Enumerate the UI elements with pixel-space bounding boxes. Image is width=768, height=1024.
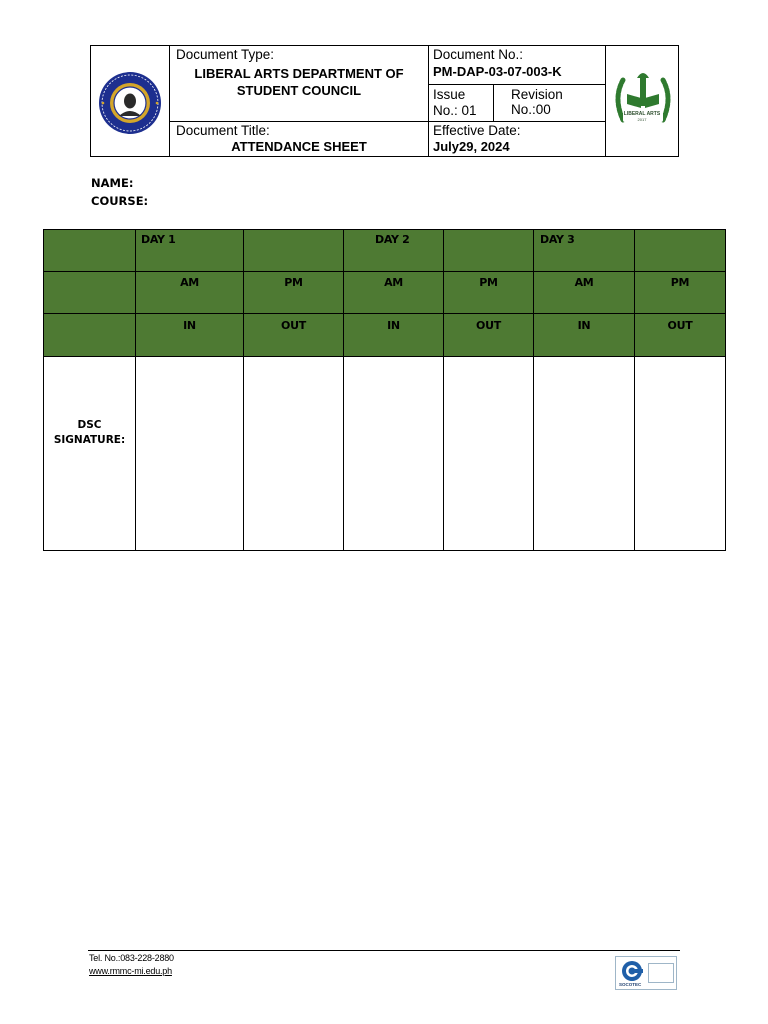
session-header-blank	[43, 271, 136, 314]
day2-label: DAY 2	[375, 233, 410, 246]
session-label: PM	[284, 276, 303, 289]
right-logo-year: 2017	[637, 117, 647, 122]
signature-box-day1-pm[interactable]	[243, 356, 344, 551]
revision-cell	[493, 84, 606, 122]
direction-header-blank	[43, 313, 136, 357]
day1-header-span	[243, 229, 344, 272]
revision-label: Revision No.:00	[511, 87, 563, 117]
document-title-label: Document Title:	[176, 123, 270, 138]
name-label: NAME:	[91, 176, 134, 190]
issue-label-line2: No.: 01	[433, 103, 477, 118]
session-cell	[634, 271, 726, 314]
direction-label: IN	[387, 319, 400, 332]
laurel-book-torch-icon	[609, 68, 677, 132]
certification-badge	[615, 956, 677, 990]
cert-text: SOCOTEC	[619, 982, 642, 987]
left-logo-cell	[90, 45, 170, 157]
signature-box-day3-am[interactable]	[533, 356, 635, 551]
attendance-grid	[43, 229, 726, 551]
session-label: AM	[574, 276, 594, 289]
direction-cell	[343, 313, 444, 357]
document-no-label: Document No.:	[433, 47, 524, 62]
direction-label: OUT	[476, 319, 501, 332]
day1-label: DAY 1	[141, 233, 176, 246]
college-seal-icon	[95, 70, 165, 136]
day1-header-cell	[135, 229, 244, 272]
document-header	[90, 45, 679, 157]
right-logo-text: LIBERAL ARTS	[623, 111, 661, 117]
effective-date-label: Effective Date:	[433, 123, 521, 138]
document-no-cell	[428, 45, 606, 85]
issue-cell	[428, 84, 494, 122]
session-label: AM	[180, 276, 199, 289]
direction-cell	[533, 313, 635, 357]
effective-date-value: July29, 2024	[433, 139, 510, 154]
signature-box-day3-pm[interactable]	[634, 356, 726, 551]
direction-cell	[243, 313, 344, 357]
day2-header-span	[443, 229, 534, 272]
direction-cell	[634, 313, 726, 357]
direction-label: OUT	[667, 319, 693, 332]
grid-header-blank	[43, 229, 136, 272]
effective-date-cell	[428, 121, 606, 157]
direction-cell	[135, 313, 244, 357]
session-label: PM	[670, 276, 690, 289]
session-cell	[443, 271, 534, 314]
day3-header-span	[634, 229, 726, 272]
issue-label-line1: Issue	[433, 87, 466, 102]
footer-rule	[88, 950, 680, 951]
day3-label: DAY 3	[540, 233, 575, 246]
right-logo-cell	[605, 45, 679, 157]
direction-label: OUT	[281, 319, 306, 332]
day3-header-cell	[533, 229, 635, 272]
direction-cell	[443, 313, 534, 357]
signature-label-line1: DSC	[77, 419, 102, 431]
footer-website-link[interactable]: www.rmmc-mi.edu.ph	[89, 966, 172, 976]
session-label: AM	[384, 276, 403, 289]
document-title-cell	[169, 121, 429, 157]
signature-box-day1-am[interactable]	[135, 356, 244, 551]
session-label: PM	[479, 276, 498, 289]
document-type-line1: LIBERAL ARTS DEPARTMENT OF	[194, 66, 404, 81]
session-cell	[343, 271, 444, 314]
day2-header-cell	[343, 229, 444, 272]
footer-tel: Tel. No.:083-228-2880	[89, 953, 174, 963]
document-no-value: PM-DAP-03-07-003-K	[433, 64, 562, 79]
socotec-certification-icon	[621, 960, 643, 982]
document-type-line2: STUDENT COUNCIL	[236, 83, 362, 98]
cert-small-box	[648, 963, 674, 983]
document-type-cell	[169, 45, 429, 122]
signature-label-cell	[43, 356, 136, 551]
document-title-value: ATTENDANCE SHEET	[231, 139, 367, 154]
signature-label-line2: SIGNATURE:	[53, 434, 126, 446]
direction-label: IN	[183, 319, 196, 332]
document-type-label: Document Type:	[176, 47, 275, 62]
session-cell	[533, 271, 635, 314]
session-cell	[135, 271, 244, 314]
signature-box-day2-am[interactable]	[343, 356, 444, 551]
session-cell	[243, 271, 344, 314]
signature-box-day2-pm[interactable]	[443, 356, 534, 551]
direction-label: IN	[577, 319, 591, 332]
course-label: COURSE:	[91, 194, 149, 208]
